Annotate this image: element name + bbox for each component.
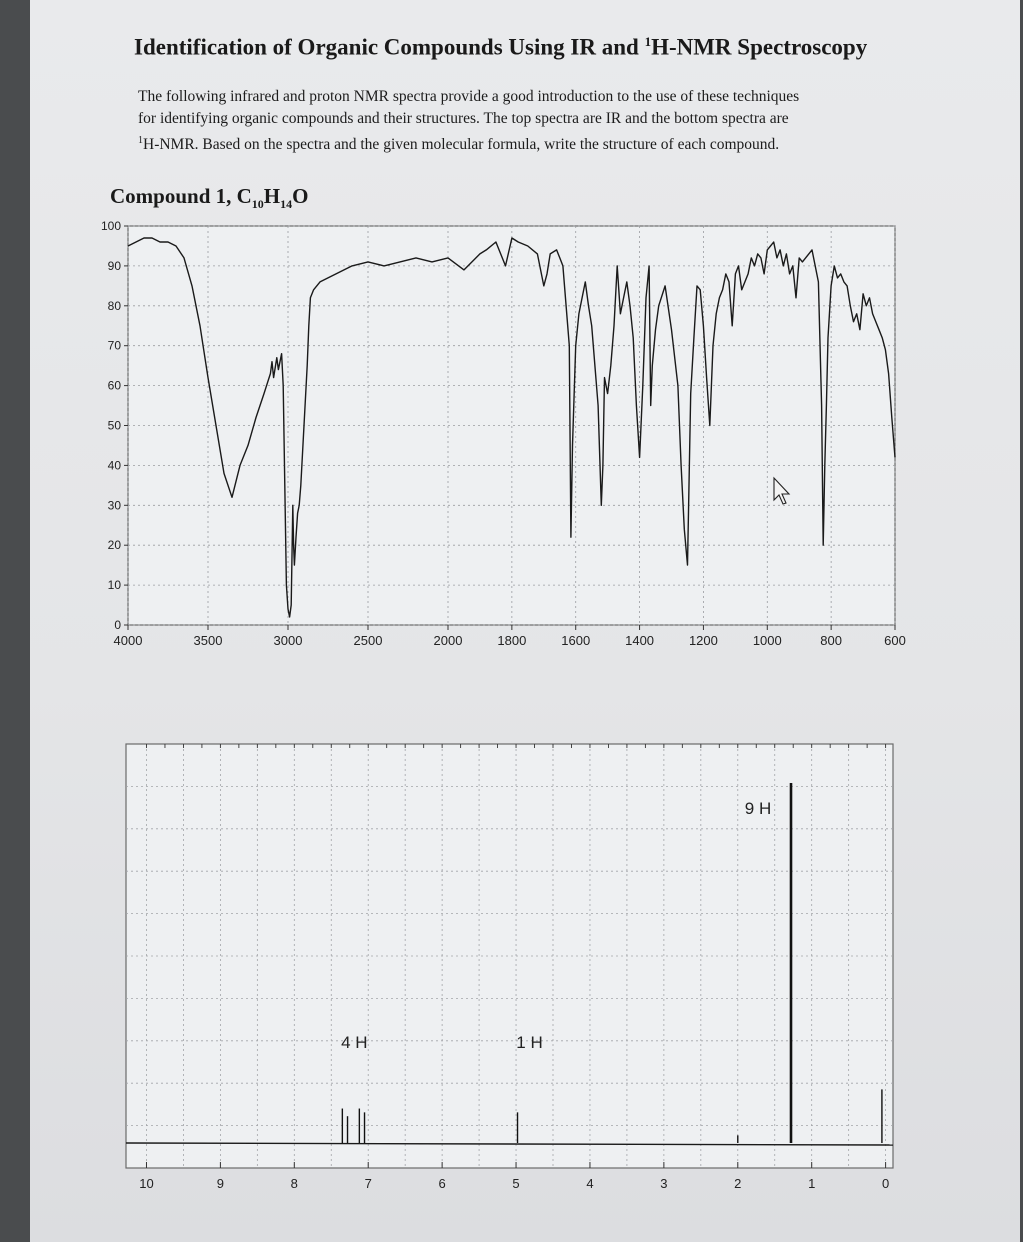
- ir-y-tick-label: 10: [107, 578, 121, 593]
- nmr-integration-label: 1 H: [516, 1033, 543, 1052]
- nmr-integration-label: 9 H: [744, 799, 772, 818]
- intro-line: for identifying organic compounds and their structures. The top spectra are IR and the bottom spectra are: [138, 110, 789, 127]
- nmr-x-tick-label: 5: [512, 1176, 520, 1191]
- nmr-x-tick-label: 10: [139, 1176, 154, 1191]
- ir-x-tick-label: 2000: [433, 633, 463, 648]
- nmr-x-tick-label: 7: [364, 1176, 372, 1191]
- page-title: Identification of Organic Compounds Using IR and $^1$H-NMR Spectroscopy: [134, 34, 868, 60]
- ir-y-tick-label: 0: [114, 618, 121, 632]
- ir-x-tick-label: 1400: [625, 633, 655, 648]
- nmr-x-tick-label: 2: [734, 1176, 742, 1191]
- ir-x-tick-label: 1000: [752, 633, 782, 648]
- nmr-spectrum-chart: [126, 744, 893, 1191]
- ir-y-tick-label: 100: [100, 219, 121, 233]
- nmr-x-tick-label: 3: [660, 1176, 668, 1191]
- ir-y-tick-label: 80: [107, 298, 121, 313]
- nmr-x-tick-label: 0: [881, 1176, 890, 1191]
- ir-y-tick-label: 30: [107, 498, 121, 513]
- ir-y-tick-label: 70: [107, 338, 121, 353]
- ir-x-tick-label: 1800: [497, 633, 527, 648]
- ir-spectrum-chart: [101, 219, 906, 648]
- intro-line: $^1$H-NMR. Based on the spectra and the given molecular formula, write the structure of each compound.: [138, 135, 780, 154]
- ir-y-tick-label: 40: [107, 458, 121, 473]
- ir-x-tick-label: 800: [820, 633, 842, 648]
- nmr-x-tick-label: 4: [586, 1176, 594, 1191]
- intro-line: The following infrared and proton NMR spectra provide a good introduction to the use of these techniques: [138, 88, 800, 105]
- nmr-x-tick-label: 6: [438, 1176, 446, 1191]
- ir-y-tick-label: 20: [107, 538, 121, 553]
- compound-heading: Compound 1, $C_{10}H_{14}O$: [110, 184, 309, 212]
- ir-x-tick-label: 1600: [561, 633, 591, 648]
- ir-x-tick-label: 3000: [273, 633, 303, 648]
- ir-x-tick-label: 4000: [113, 633, 143, 648]
- nmr-integration-label: 4 H: [341, 1033, 368, 1052]
- ir-x-tick-label: 1200: [688, 633, 718, 648]
- nmr-x-tick-label: 1: [808, 1176, 816, 1191]
- nmr-x-tick-label: 9: [216, 1176, 225, 1191]
- ir-x-tick-label: 2500: [353, 633, 383, 648]
- nmr-x-tick-label: 8: [290, 1176, 298, 1191]
- ir-y-tick-label: 60: [107, 378, 121, 393]
- ir-y-tick-label: 50: [107, 418, 121, 433]
- ir-x-tick-label: 3500: [193, 633, 223, 648]
- ir-x-tick-label: 600: [884, 633, 906, 648]
- ir-y-tick-label: 90: [107, 258, 121, 273]
